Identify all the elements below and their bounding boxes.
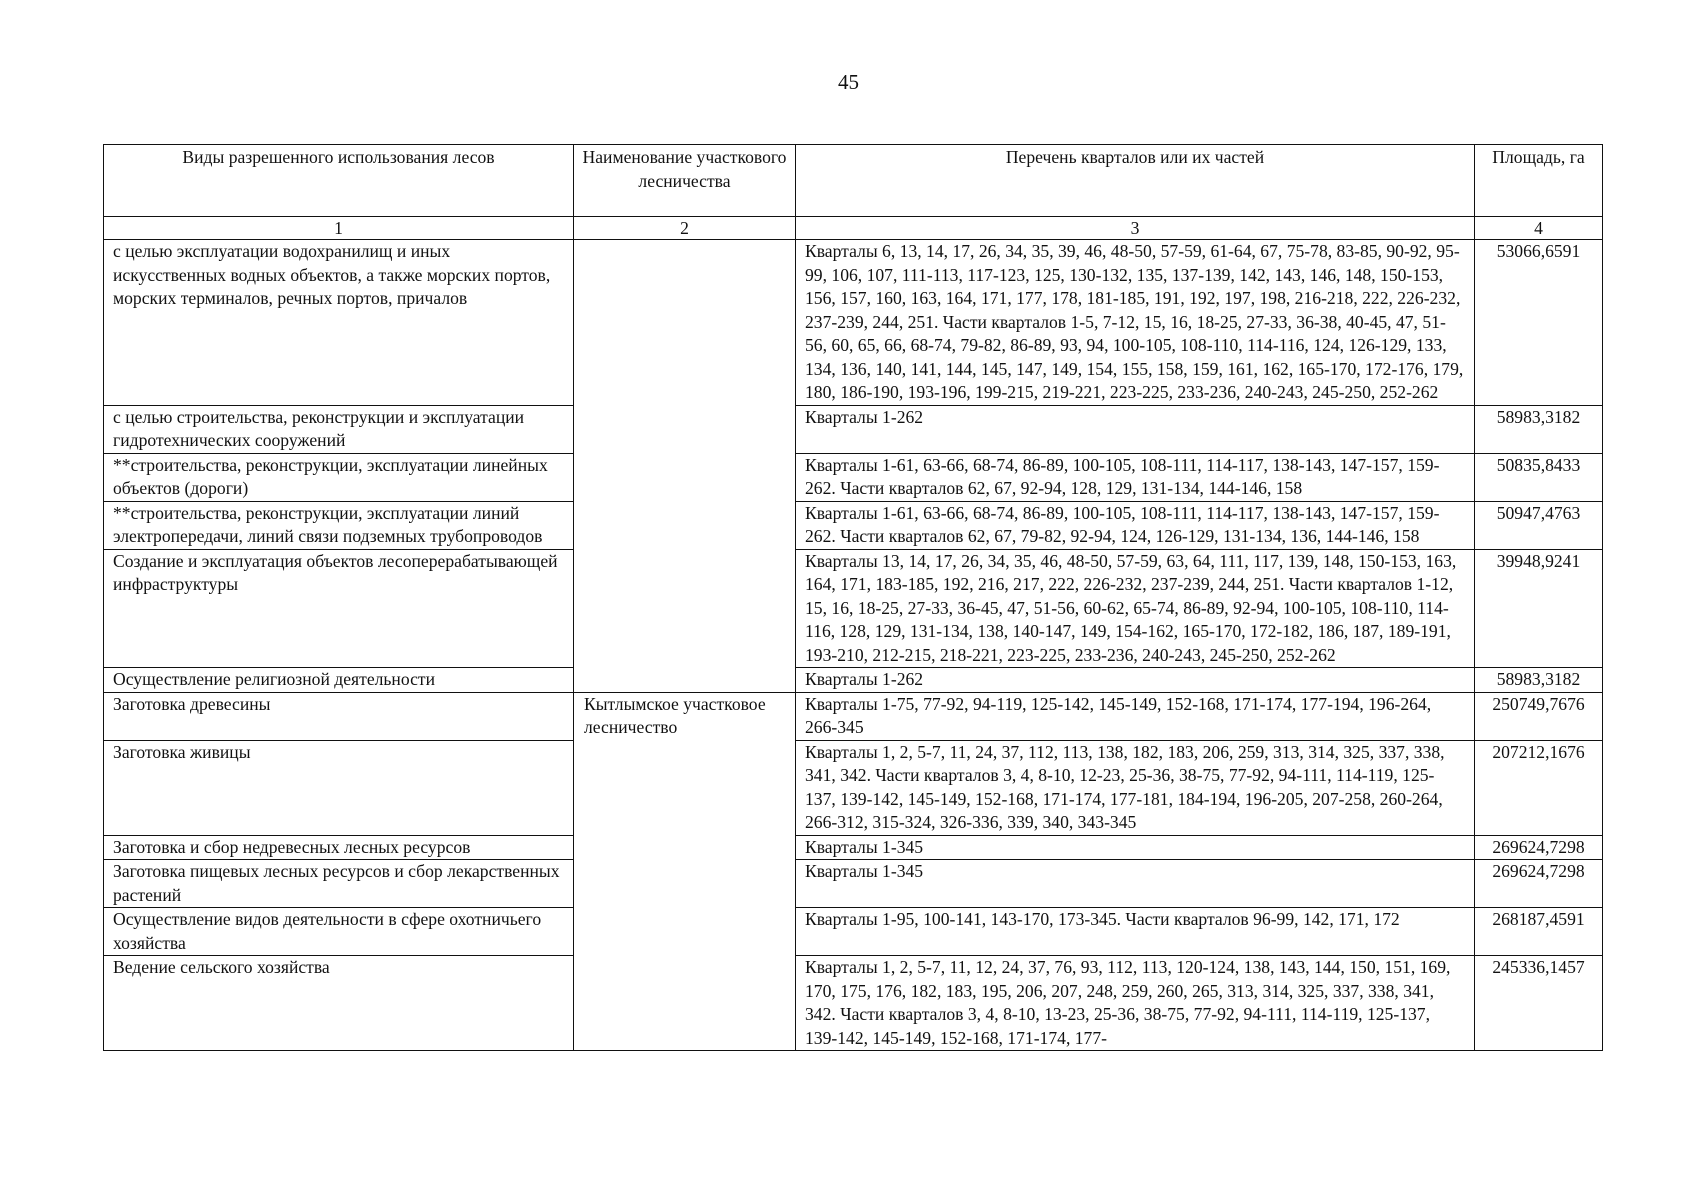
table-row — [104, 692, 1603, 740]
quarters-cell: Кварталы 1-61, 63-66, 68-74, 86-89, 100-105, 108-111, 114-117, 138-143, 147-157, 159-262. Части кварталов 62, 67, 79-82, 92-94, 124, 126-129, 131-134, 136, 144-146, 158 — [796, 501, 1475, 549]
column-number: 4 — [1475, 217, 1603, 240]
column-number-row — [104, 217, 1603, 240]
use-type-cell: Осуществление религиозной деятельности — [104, 668, 574, 693]
header-forestry: Наименование участкового лесничества — [574, 145, 796, 217]
area-cell: 269624,7298 — [1475, 835, 1603, 860]
use-type-cell: Заготовка древесины — [104, 692, 574, 740]
use-type-cell: Заготовка и сбор недревесных лесных ресурсов — [104, 835, 574, 860]
table-row — [104, 860, 1603, 908]
column-number: 3 — [796, 217, 1475, 240]
column-number: 1 — [104, 217, 574, 240]
quarters-cell: Кварталы 1-345 — [796, 860, 1475, 908]
area-cell: 50835,8433 — [1475, 453, 1603, 501]
table-row — [104, 740, 1603, 835]
table-row — [104, 835, 1603, 860]
area-cell: 39948,9241 — [1475, 549, 1603, 668]
use-type-cell: Заготовка живицы — [104, 740, 574, 835]
area-cell: 268187,4591 — [1475, 908, 1603, 956]
use-type-cell: Создание и эксплуатация объектов лесоперерабатывающей инфраструктуры — [104, 549, 574, 668]
area-cell: 207212,1676 — [1475, 740, 1603, 835]
quarters-cell: Кварталы 1-61, 63-66, 68-74, 86-89, 100-105, 108-111, 114-117, 138-143, 147-157, 159-262. Части кварталов 62, 67, 92-94, 128, 129, 131-134, 144-146, 158 — [796, 453, 1475, 501]
area-cell: 58983,3182 — [1475, 405, 1603, 453]
area-cell: 245336,1457 — [1475, 956, 1603, 1051]
use-type-cell: Осуществление видов деятельности в сфере охотничьего хозяйства — [104, 908, 574, 956]
use-type-cell: с целью строительства, реконструкции и эксплуатации гидротехнических сооружений — [104, 405, 574, 453]
area-cell: 58983,3182 — [1475, 668, 1603, 693]
header-area: Площадь, га — [1475, 145, 1603, 217]
forestry-name-cell: Кытлымское участковое лесничество — [574, 692, 796, 1051]
use-type-cell: **строительства, реконструкции, эксплуатации линейных объектов (дороги) — [104, 453, 574, 501]
area-cell: 50947,4763 — [1475, 501, 1603, 549]
quarters-cell: Кварталы 1, 2, 5-7, 11, 24, 37, 112, 113, 138, 182, 183, 206, 259, 313, 314, 325, 337, 338, 341, 342. Части кварталов 3, 4, 8-10, 12-23, 25-36, 38-75, 77-92, 94-111, 114-119, 125-137, 139-142, 145-149, 152-168, 171-174, 177-181, 184-194, 196-205, 207-258, 260-264, 266-312, 315-324, 326-336, 339, 340, 343-345 — [796, 740, 1475, 835]
table-row — [104, 405, 1603, 453]
quarters-cell: Кварталы 13, 14, 17, 26, 34, 35, 46, 48-50, 57-59, 63, 64, 111, 117, 139, 148, 150-153, 163, 164, 171, 183-185, 192, 216, 217, 222, 226-232, 237-239, 244, 251. Части кварталов 1-12, 15, 16, 18-25, 27-33, 36-45, 47, 51-56, 60-62, 65-74, 86-89, 92-94, 100-105, 108-110, 114-116, 128, 129, 131-134, 138, 140-147, 149, 154-162, 165-170, 172-182, 186, 187, 189-191, 193-210, 212-215, 218-221, 223-225, 233-236, 240-243, 245-250, 252-262 — [796, 549, 1475, 668]
use-type-cell: Ведение сельского хозяйства — [104, 956, 574, 1051]
table-row — [104, 668, 1603, 693]
table-row — [104, 240, 1603, 406]
table-row — [104, 549, 1603, 668]
quarters-cell: Кварталы 1-262 — [796, 668, 1475, 693]
area-cell: 250749,7676 — [1475, 692, 1603, 740]
quarters-cell: Кварталы 1-345 — [796, 835, 1475, 860]
use-type-cell: Заготовка пищевых лесных ресурсов и сбор лекарственных растений — [104, 860, 574, 908]
table-row — [104, 501, 1603, 549]
table-header-row — [104, 145, 1603, 217]
forest-use-table — [103, 144, 1603, 1051]
area-cell: 269624,7298 — [1475, 860, 1603, 908]
table-row — [104, 453, 1603, 501]
table-row — [104, 908, 1603, 956]
forestry-name-cell — [574, 240, 796, 693]
quarters-cell: Кварталы 1-262 — [796, 405, 1475, 453]
use-type-cell: **строительства, реконструкции, эксплуатации линий электропередачи, линий связи подземных трубопроводов — [104, 501, 574, 549]
table-body — [104, 240, 1603, 1051]
quarters-cell: Кварталы 1-75, 77-92, 94-119, 125-142, 145-149, 152-168, 171-174, 177-194, 196-264, 266-345 — [796, 692, 1475, 740]
header-use-type: Виды разрешенного использования лесов — [104, 145, 574, 217]
table-row — [104, 956, 1603, 1051]
quarters-cell: Кварталы 1-95, 100-141, 143-170, 173-345. Части кварталов 96-99, 142, 171, 172 — [796, 908, 1475, 956]
area-cell: 53066,6591 — [1475, 240, 1603, 406]
quarters-cell: Кварталы 6, 13, 14, 17, 26, 34, 35, 39, 46, 48-50, 57-59, 61-64, 67, 75-78, 83-85, 90-92, 95-99, 106, 107, 111-113, 117-123, 125, 130-132, 135, 137-139, 142, 143, 146, 148, 150-153, 156, 157, 160, 163, 164, 171, 177, 178, 181-185, 191, 192, 197, 198, 216-218, 222, 226-232, 237-239, 244, 251. Части кварталов 1-5, 7-12, 15, 16, 18-25, 27-33, 36-38, 40-45, 47, 51-56, 60, 65, 66, 68-74, 79-82, 86-89, 93, 94, 100-105, 108-110, 114-116, 124, 126-129, 133, 134, 136, 140, 141, 144, 145, 147, 149, 154, 155, 158, 159, 161, 162, 165-170, 172-176, 179, 180, 186-190, 193-196, 199-215, 219-221, 223-225, 233-236, 240-243, 245-250, 252-262 — [796, 240, 1475, 406]
column-number: 2 — [574, 217, 796, 240]
quarters-cell: Кварталы 1, 2, 5-7, 11, 12, 24, 37, 76, 93, 112, 113, 120-124, 138, 143, 144, 150, 151, 169, 170, 175, 176, 182, 183, 195, 206, 207, 248, 259, 260, 265, 313, 314, 325, 337, 338, 341, 342. Части кварталов 3, 4, 8-10, 13-23, 25-36, 38-75, 77-92, 94-111, 114-119, 125-137, 139-142, 145-149, 152-168, 171-174, 177- — [796, 956, 1475, 1051]
use-type-cell: с целью эксплуатации водохранилищ и иных искусственных водных объектов, а также морских портов, морских терминалов, речных портов, причалов — [104, 240, 574, 406]
page-number: 45 — [838, 70, 859, 94]
header-quarters: Перечень кварталов или их частей — [796, 145, 1475, 217]
